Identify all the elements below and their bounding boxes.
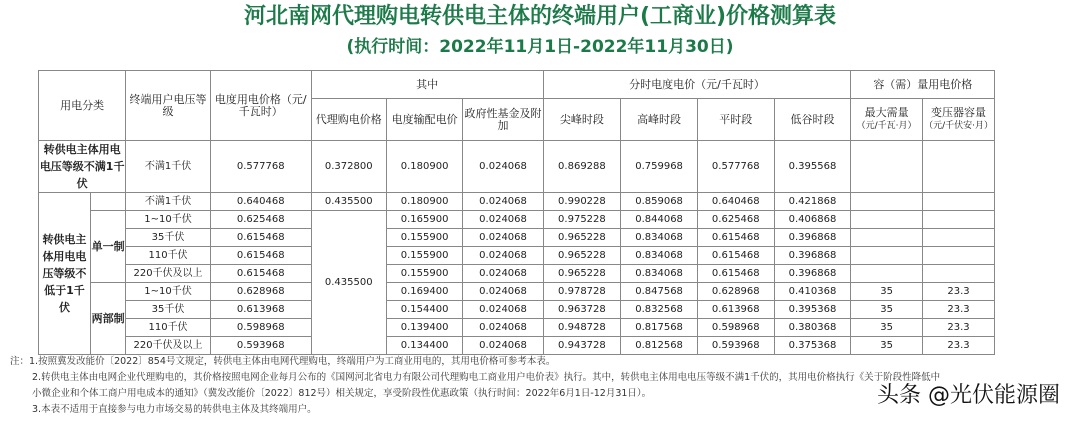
flat-cell: 0.593968: [697, 337, 774, 355]
transformer-cell: 23.3: [922, 337, 994, 355]
valley-cell: 0.421868: [774, 193, 851, 211]
sharp-cell: 0.978728: [543, 283, 621, 301]
table-row: [39, 337, 1063, 355]
transformer-cell: [922, 247, 994, 265]
peak-cell: 0.844068: [621, 211, 698, 229]
table-row: [39, 193, 1063, 211]
max-demand-cell: 35: [851, 283, 922, 301]
table-row: [39, 283, 1063, 301]
transmission-cell: 0.155900: [386, 229, 463, 247]
voltage-cell: 1~10千伏: [126, 211, 210, 229]
table-row: [39, 247, 1063, 265]
valley-cell: 0.375368: [774, 337, 851, 355]
max-demand-cell: 35: [851, 337, 922, 355]
flat-cell: 0.628968: [697, 283, 774, 301]
price-cell: 0.577768: [210, 141, 311, 193]
group-a-label: 转供电主体用电电压等级不满1千伏: [39, 141, 126, 193]
price-table: [38, 70, 1063, 355]
max-demand-label: 最大需量: [864, 106, 909, 119]
transmission-cell: 0.180900: [386, 141, 463, 193]
gov-fund-cell: 0.024068: [463, 337, 543, 355]
notes: [10, 354, 940, 418]
peak-cell: 0.812568: [621, 337, 698, 355]
transformer-cell: [922, 229, 994, 247]
flat-cell: 0.615468: [697, 229, 774, 247]
page-title: 河北南网代理购电转供电主体的终端用户(工商业)价格测算表: [243, 4, 837, 29]
price-cell: 0.615468: [210, 247, 311, 265]
price-cell: 0.625468: [210, 211, 311, 229]
price-cell: 0.615468: [210, 229, 311, 247]
price-cell: 0.593968: [210, 337, 311, 355]
peak-cell: 0.847568: [621, 283, 698, 301]
max-demand-cell: 35: [851, 319, 922, 337]
header-transformer: [922, 99, 994, 141]
max-demand-cell: [851, 265, 922, 283]
table-row: [39, 141, 1063, 193]
valley-cell: 0.396868: [774, 265, 851, 283]
sharp-cell: 0.869288: [543, 141, 621, 193]
transmission-cell: 0.154400: [386, 301, 463, 319]
header-category: 用电分类: [39, 71, 126, 141]
header-gov-fund: 政府性基金及附加: [463, 99, 543, 141]
voltage-cell: 1~10千伏: [126, 283, 210, 301]
transmission-cell: 0.139400: [386, 319, 463, 337]
peak-cell: 0.834068: [621, 247, 698, 265]
flat-cell: 0.640468: [697, 193, 774, 211]
transformer-cell: 23.3: [922, 283, 994, 301]
gov-fund-cell: 0.024068: [463, 193, 543, 211]
sharp-cell: 0.965228: [543, 247, 621, 265]
transmission-cell: 0.169400: [386, 283, 463, 301]
gov-fund-cell: 0.024068: [463, 211, 543, 229]
gov-fund-cell: 0.024068: [463, 141, 543, 193]
transmission-cell: 0.155900: [386, 247, 463, 265]
transformer-cell: 23.3: [922, 301, 994, 319]
header-voltage: 终端用户电压等级: [126, 71, 210, 141]
sub-type-empty: [90, 193, 125, 211]
transformer-cell: [922, 193, 994, 211]
voltage-cell: 35千伏: [126, 229, 210, 247]
sharp-cell: 0.943728: [543, 337, 621, 355]
table-row: [39, 319, 1063, 337]
peak-cell: 0.834068: [621, 265, 698, 283]
single-part-label: 单一制: [90, 211, 125, 283]
agent-cell: 0.435500: [311, 193, 386, 211]
header-price: 电度用电价格（元/千瓦时）: [210, 71, 311, 141]
peak-cell: 0.817568: [621, 319, 698, 337]
peak-cell: 0.832568: [621, 301, 698, 319]
note-3: 3.本表不适用于直接参与电力市场交易的转供电主体及其终端用户。: [32, 404, 317, 415]
note-1: 注：1.按照冀发改能价〔2022〕854号文规定，转供电主体由电网代理购电，终端用户为工商业用电的，其用电价格可参考本表。: [10, 356, 556, 367]
valley-cell: 0.396868: [774, 229, 851, 247]
gov-fund-cell: 0.024068: [463, 319, 543, 337]
transmission-cell: 0.134400: [386, 337, 463, 355]
flat-cell: 0.577768: [697, 141, 774, 193]
watermark-text: 头条 @光伏能源圈: [877, 383, 1060, 408]
valley-cell: 0.406868: [774, 211, 851, 229]
flat-cell: 0.613968: [697, 301, 774, 319]
transmission-cell: 0.165900: [386, 211, 463, 229]
flat-cell: 0.598968: [697, 319, 774, 337]
two-part-label: 两部制: [90, 283, 125, 355]
transformer-unit: （元/千伏安·月）: [924, 121, 993, 131]
max-demand-cell: [851, 211, 922, 229]
flat-cell: 0.625468: [697, 211, 774, 229]
voltage-cell: 不满1千伏: [126, 141, 210, 193]
gov-fund-cell: 0.024068: [463, 301, 543, 319]
header-flat: 平时段: [697, 99, 774, 141]
gov-fund-cell: 0.024068: [463, 283, 543, 301]
table-row: [39, 265, 1063, 283]
voltage-cell: 220千伏及以上: [126, 265, 210, 283]
group-b-label: 转供电主体用电电压等级不低于1千伏: [39, 193, 91, 355]
gov-fund-cell: 0.024068: [463, 265, 543, 283]
page-subtitle: (执行时间：2022年11月1日-2022年11月30日): [346, 37, 734, 57]
price-cell: 0.628968: [210, 283, 311, 301]
valley-cell: 0.410368: [774, 283, 851, 301]
sharp-cell: 0.965228: [543, 265, 621, 283]
sharp-cell: 0.948728: [543, 319, 621, 337]
price-cell: 0.598968: [210, 319, 311, 337]
transmission-cell: 0.155900: [386, 265, 463, 283]
peak-cell: 0.859068: [621, 193, 698, 211]
header-max-demand: [851, 99, 922, 141]
header-capacity: 容（需）量用电价格: [851, 71, 995, 99]
flat-cell: 0.615468: [697, 247, 774, 265]
valley-cell: 0.395368: [774, 301, 851, 319]
header-sharp: 尖峰时段: [543, 99, 621, 141]
sharp-cell: 0.990228: [543, 193, 621, 211]
transformer-cell: [922, 211, 994, 229]
agent-cell-merged: 0.435500: [311, 211, 386, 355]
header-agent: 代理购电价格: [311, 99, 386, 141]
sharp-cell: 0.963728: [543, 301, 621, 319]
gov-fund-cell: 0.024068: [463, 247, 543, 265]
transformer-label: 变压器容量: [931, 106, 987, 119]
table-row: [39, 211, 1063, 229]
transformer-cell: 23.3: [922, 319, 994, 337]
note-2: 2.转供电主体由电网企业代理购电的，其价格按照电网企业每月公布的《国网河北省电力有限公司代理购电工商业用户电价表》执行。其中，转供电主体用电电压等级不满1千伏的，其用电价格执行《关于阶段性降低中: [32, 372, 941, 383]
header-peak: 高峰时段: [621, 99, 698, 141]
peak-cell: 0.759968: [621, 141, 698, 193]
transmission-cell: 0.180900: [386, 193, 463, 211]
header-tou: 分时电度电价（元/千瓦时）: [543, 71, 851, 99]
price-cell: 0.613968: [210, 301, 311, 319]
sharp-cell: 0.965228: [543, 229, 621, 247]
gov-fund-cell: 0.024068: [463, 229, 543, 247]
voltage-cell: 不满1千伏: [126, 193, 210, 211]
voltage-cell: 35千伏: [126, 301, 210, 319]
max-demand-cell: [851, 141, 922, 193]
table-row: [39, 229, 1063, 247]
max-demand-cell: [851, 229, 922, 247]
max-demand-cell: [851, 247, 922, 265]
peak-cell: 0.834068: [621, 229, 698, 247]
voltage-cell: 110千伏: [126, 319, 210, 337]
transformer-cell: [922, 141, 994, 193]
sharp-cell: 0.975228: [543, 211, 621, 229]
max-demand-cell: [851, 193, 922, 211]
voltage-cell: 220千伏及以上: [126, 337, 210, 355]
valley-cell: 0.396868: [774, 247, 851, 265]
header-transmission: 电度输配电价: [386, 99, 463, 141]
price-cell: 0.640468: [210, 193, 311, 211]
agent-cell: 0.372800: [311, 141, 386, 193]
flat-cell: 0.615468: [697, 265, 774, 283]
transformer-cell: [922, 265, 994, 283]
max-demand-cell: 35: [851, 301, 922, 319]
max-demand-unit: （元/千瓦·月）: [856, 121, 917, 131]
table-row: [39, 301, 1063, 319]
header-valley: 低谷时段: [774, 99, 851, 141]
header-of-which: 其中: [311, 71, 543, 99]
note-2-cont: 小微企业和个体工商户用电成本的通知》（冀发改能价〔2022〕812号）相关规定，享受阶段性优惠政策（执行时间：2022年6月1日-12月31日）。: [32, 388, 652, 399]
voltage-cell: 110千伏: [126, 247, 210, 265]
valley-cell: 0.395568: [774, 141, 851, 193]
price-cell: 0.615468: [210, 265, 311, 283]
valley-cell: 0.380368: [774, 319, 851, 337]
